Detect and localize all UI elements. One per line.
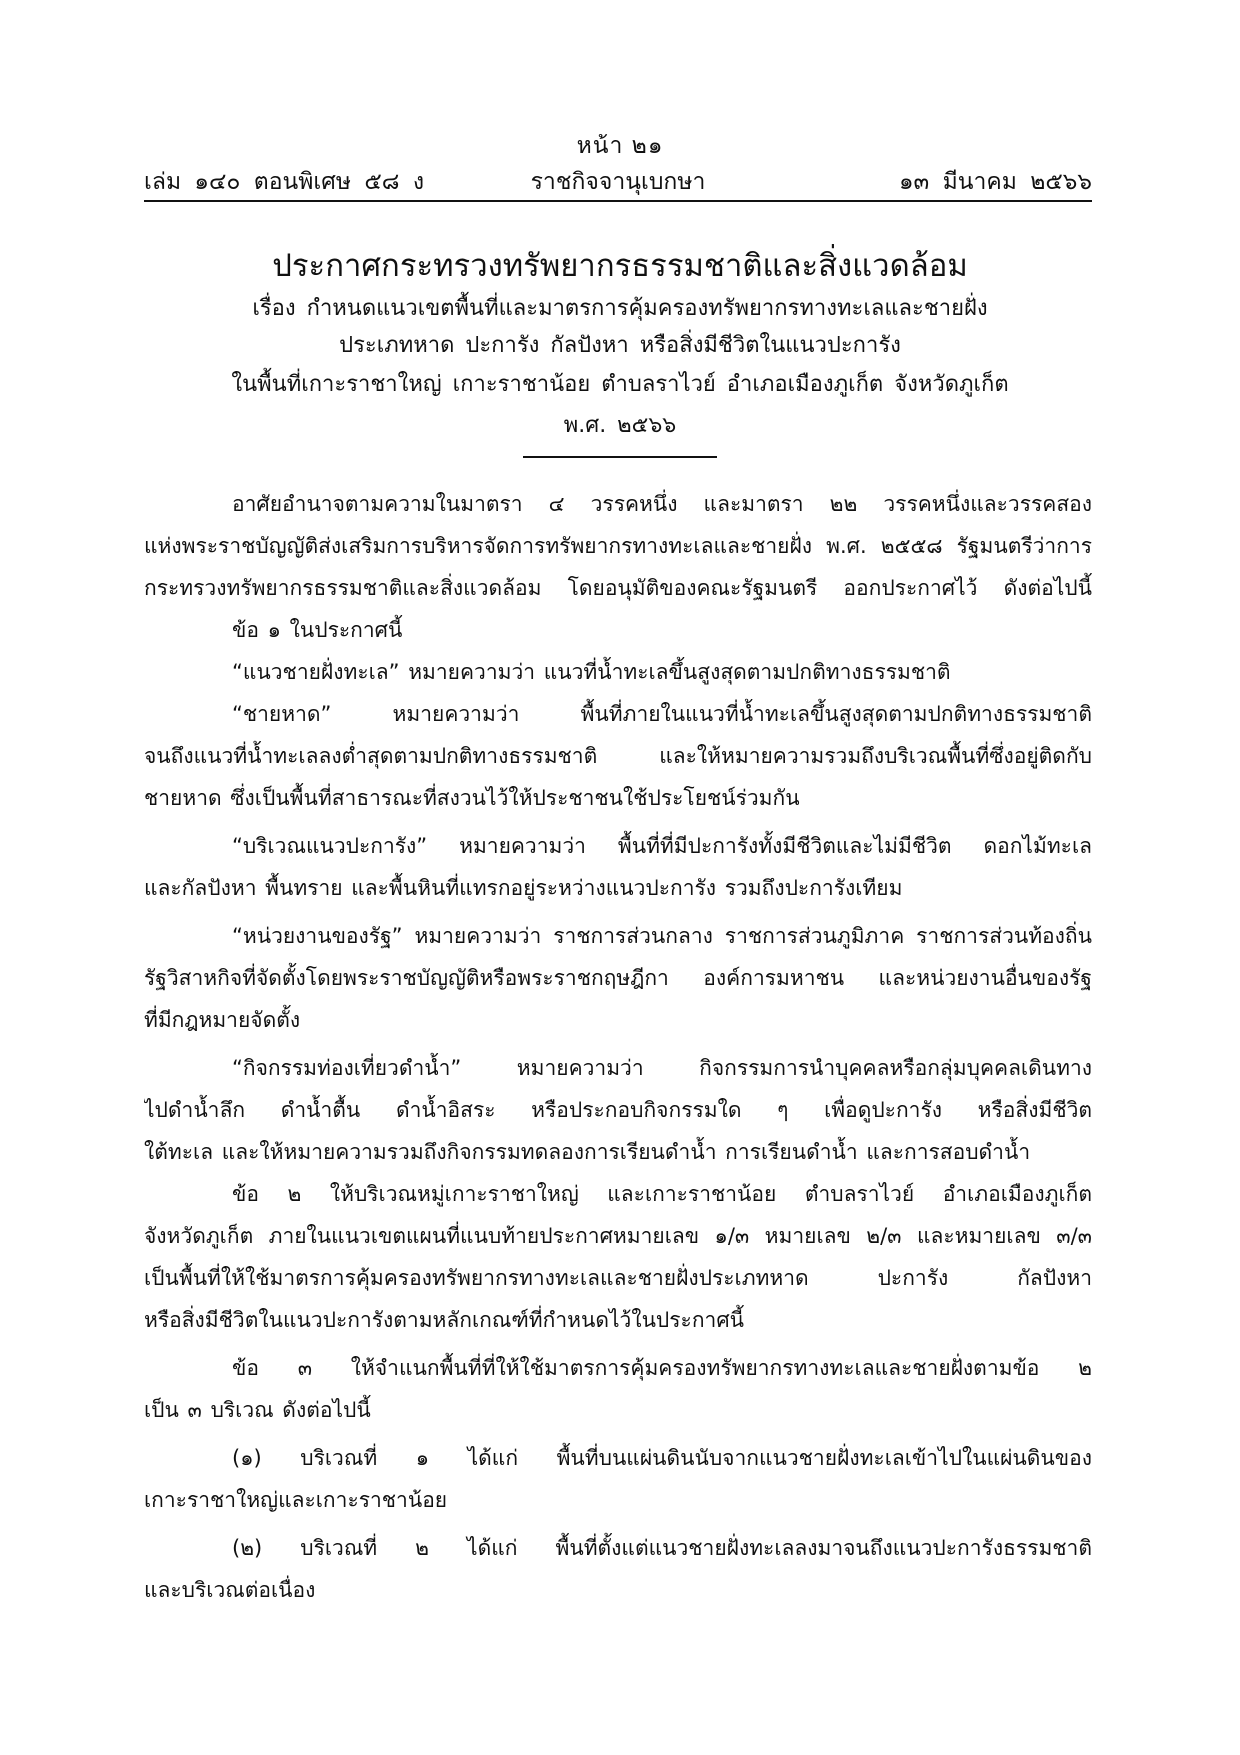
body-line: และบริเวณต่อเนื่อง — [144, 1578, 316, 1602]
body-line: รัฐวิสาหกิจที่จัดตั้งโดยพระราชบัญญัติหรือพระราชกฤษฎีกา องค์การมหาชน และหน่วยงานอื่นของรัฐ — [144, 966, 1092, 990]
body-line: จนถึงแนวที่น้ำทะเลลงต่ำสุดตามปกติทางธรรมชาติ และให้หมายความรวมถึงบริเวณพื้นที่ซึ่งอยู่ติดกับ — [144, 744, 1092, 768]
body-line: กระทรวงทรัพยากรธรรมชาติและสิ่งแวดล้อม โดยอนุมัติของคณะรัฐมนตรี ออกประกาศไว้ ดังต่อไปนี้ — [144, 576, 1092, 600]
clause-heading: ข้อ ๑ ในประกาศนี้ — [232, 618, 403, 642]
body-line: และกัลปังหา พื้นทราย และพื้นหินที่แทรกอยู่ระหว่างแนวปะการัง รวมถึงปะการังเทียม — [144, 876, 903, 900]
body-line: เป็นพื้นที่ให้ใช้มาตรการคุ้มครองทรัพยากรทางทะเลและชายฝั่งประเภทหาด ปะการัง กัลปังหา — [144, 1266, 1092, 1290]
title-divider — [523, 456, 717, 458]
body-line: หรือสิ่งมีชีวิตในแนวปะการังตามหลักเกณฑ์ที่กำหนดไว้ในประกาศนี้ — [144, 1308, 745, 1332]
definition-line: “บริเวณแนวปะการัง” หมายความว่า พื้นที่ที่มีปะการังทั้งมีชีวิตและไม่มีชีวิต ดอกไม้ทะเล — [232, 834, 1092, 858]
publication-date: ๑๓ มีนาคม ๒๕๖๖ — [898, 169, 1092, 195]
gazette-header — [144, 164, 1092, 202]
body-line: เป็น ๓ บริเวณ ดังต่อไปนี้ — [144, 1398, 371, 1422]
definition-line: “กิจกรรมท่องเที่ยวดำน้ำ” หมายความว่า กิจกรรมการนำบุคคลหรือกลุ่มบุคคลเดินทาง — [232, 1056, 1092, 1080]
definition-line: “หน่วยงานของรัฐ” หมายความว่า ราชการส่วนกลาง ราชการส่วนภูมิภาค ราชการส่วนท้องถิ่น — [232, 924, 1092, 948]
body-line: แห่งพระราชบัญญัติส่งเสริมการบริหารจัดการทรัพยากรทางทะเลและชายฝั่ง พ.ศ. ๒๕๕๘ รัฐมนตรีว่าการ — [144, 534, 1092, 558]
announcement-subject-line-1: เรื่อง กำหนดแนวเขตพื้นที่และมาตรการคุ้มครองทรัพยากรทางทะเลและชายฝั่ง — [252, 296, 988, 321]
body-line: จังหวัดภูเก็ต ภายในแนวเขตแผนที่แนบท้ายประกาศหมายเลข ๑/๓ หมายเลข ๒/๓ และหมายเลข ๓/๓ — [144, 1224, 1092, 1248]
volume-issue: เล่ม ๑๔๐ ตอนพิเศษ ๕๘ ง — [144, 169, 425, 195]
definition-line: “แนวชายฝั่งทะเล” หมายความว่า แนวที่น้ำทะเลขึ้นสูงสุดตามปกติทางธรรมชาติ — [232, 660, 951, 684]
clause-line: ข้อ ๒ ให้บริเวณหมู่เกาะราชาใหญ่ และเกาะราชาน้อย ตำบลราไวย์ อำเภอเมืองภูเก็ต — [232, 1182, 1092, 1206]
announcement-title: ประกาศกระทรวงทรัพยากรธรรมชาติและสิ่งแวดล้อม — [272, 248, 968, 284]
body-line: เกาะราชาใหญ่และเกาะราชาน้อย — [144, 1488, 448, 1512]
page-number: หน้า ๒๑ — [576, 133, 664, 159]
body-line: อาศัยอำนาจตามความในมาตรา ๔ วรรคหนึ่ง และมาตรา ๒๒ วรรคหนึ่งและวรรคสอง — [232, 492, 1092, 516]
body-line: ใต้ทะเล และให้หมายความรวมถึงกิจกรรมทดลองการเรียนดำน้ำ การเรียนดำน้ำ และการสอบดำน้ำ — [144, 1140, 1031, 1164]
announcement-subject-line-3: ในพื้นที่เกาะราชาใหญ่ เกาะราชาน้อย ตำบลราไวย์ อำเภอเมืองภูเก็ต จังหวัดภูเก็ต — [231, 372, 1009, 397]
subclause-line: (๑) บริเวณที่ ๑ ได้แก่ พื้นที่บนแผ่นดินนับจากแนวชายฝั่งทะเลเข้าไปในแผ่นดินของ — [232, 1446, 1092, 1470]
body-line: ที่มีกฎหมายจัดตั้ง — [144, 1008, 301, 1032]
definition-line: “ชายหาด” หมายความว่า พื้นที่ภายในแนวที่น้ำทะเลขึ้นสูงสุดตามปกติทางธรรมชาติ — [232, 702, 1092, 726]
announcement-body — [144, 483, 1092, 1611]
clause-line: ข้อ ๓ ให้จำแนกพื้นที่ที่ให้ใช้มาตรการคุ้มครองทรัพยากรทางทะเลและชายฝั่งตามข้อ ๒ — [232, 1356, 1092, 1380]
announcement-subject-line-2: ประเภทหาด ปะการัง กัลปังหา หรือสิ่งมีชีวิตในแนวปะการัง — [339, 333, 901, 358]
subclause-line: (๒) บริเวณที่ ๒ ได้แก่ พื้นที่ตั้งแต่แนวชายฝั่งทะเลลงมาจนถึงแนวปะการังธรรมชาติ — [232, 1536, 1092, 1560]
announcement-year: พ.ศ. ๒๕๖๖ — [563, 413, 677, 438]
body-line: ชายหาด ซึ่งเป็นพื้นที่สาธารณะที่สงวนไว้ให้ประชาชนใช้ประโยชน์ร่วมกัน — [144, 786, 800, 810]
publication-name: ราชกิจจานุเบกษา — [530, 169, 706, 195]
body-line: ไปดำน้ำลึก ดำน้ำตื้น ดำน้ำอิสระ หรือประกอบกิจกรรมใด ๆ เพื่อดูปะการัง หรือสิ่งมีชีวิต — [144, 1098, 1092, 1122]
